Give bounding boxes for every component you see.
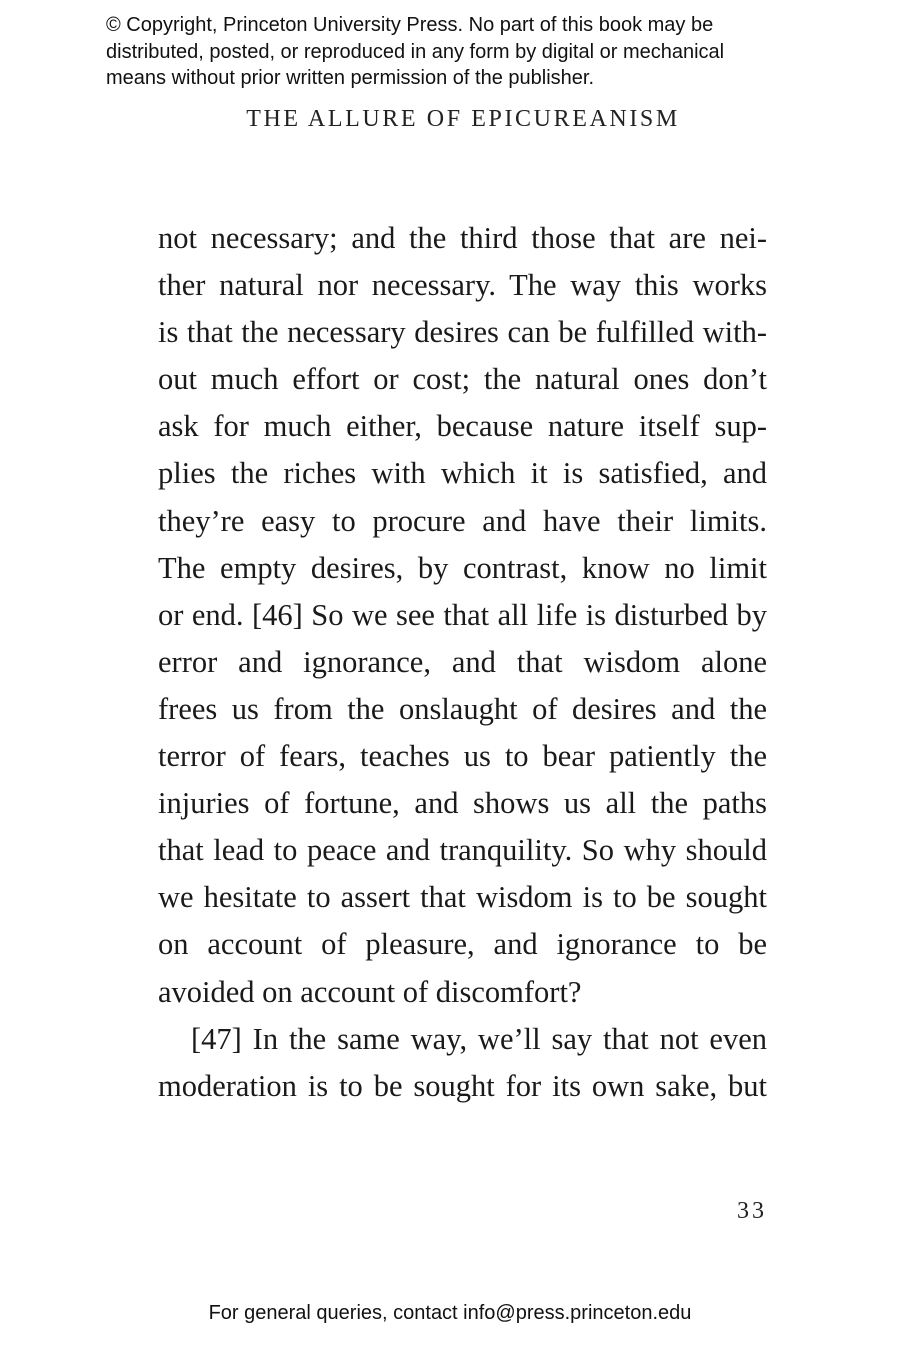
text-line: not necessary; and the third those that are nei- [158, 221, 767, 255]
text-line: or end. [46] So we see that all life is disturbed by [158, 597, 767, 632]
text-line: that lead to peace and tranquility. So why should [158, 833, 767, 868]
body-text [158, 215, 767, 1110]
text-line: ask for much either, because nature itself sup- [158, 409, 767, 444]
text-line: error and ignorance, and that wisdom alone [158, 644, 767, 679]
copyright-line: © Copyright, Princeton University Press. No part of this book may be [106, 14, 714, 36]
text-line: is that the necessary desires can be fulfilled with- [158, 315, 767, 350]
text-line: injuries of fortune, and shows us all the paths [158, 786, 767, 821]
text-line: [47] In the same way, we’ll say that not even [191, 1021, 767, 1056]
paragraph-1 [158, 215, 767, 1016]
text-line: avoided on account of discomfort? [158, 974, 582, 1009]
text-line: The empty desires, by contrast, know no limit [158, 550, 767, 585]
running-head: THE ALLURE OF EPICUREANISM [246, 106, 680, 132]
text-line: frees us from the onslaught of desires and the [158, 691, 767, 726]
copyright-line: means without prior written permission of the publisher. [106, 67, 595, 89]
text-line: plies the riches with which it is satisfied, and [158, 456, 767, 491]
text-line: they’re easy to procure and have their limits. [158, 503, 767, 538]
text-line: ther natural nor necessary. The way this works [158, 268, 767, 303]
copyright-line: distributed, posted, or reproduced in any form by digital or mechanical [106, 40, 725, 63]
text-line: on account of pleasure, and ignorance to be [158, 927, 767, 962]
paragraph-2 [158, 1016, 767, 1110]
text-line: terror of fears, teaches us to bear patiently the [158, 739, 767, 774]
text-line: moderation is to be sought for its own sake, but [158, 1068, 767, 1103]
text-line: out much effort or cost; the natural ones don’t [158, 362, 767, 397]
copyright-notice [106, 12, 826, 92]
page-number: 33 [737, 1198, 767, 1224]
footer-contact: For general queries, contact info@press.princeton.edu [208, 1302, 692, 1324]
text-line: we hesitate to assert that wisdom is to be sought [158, 880, 767, 915]
